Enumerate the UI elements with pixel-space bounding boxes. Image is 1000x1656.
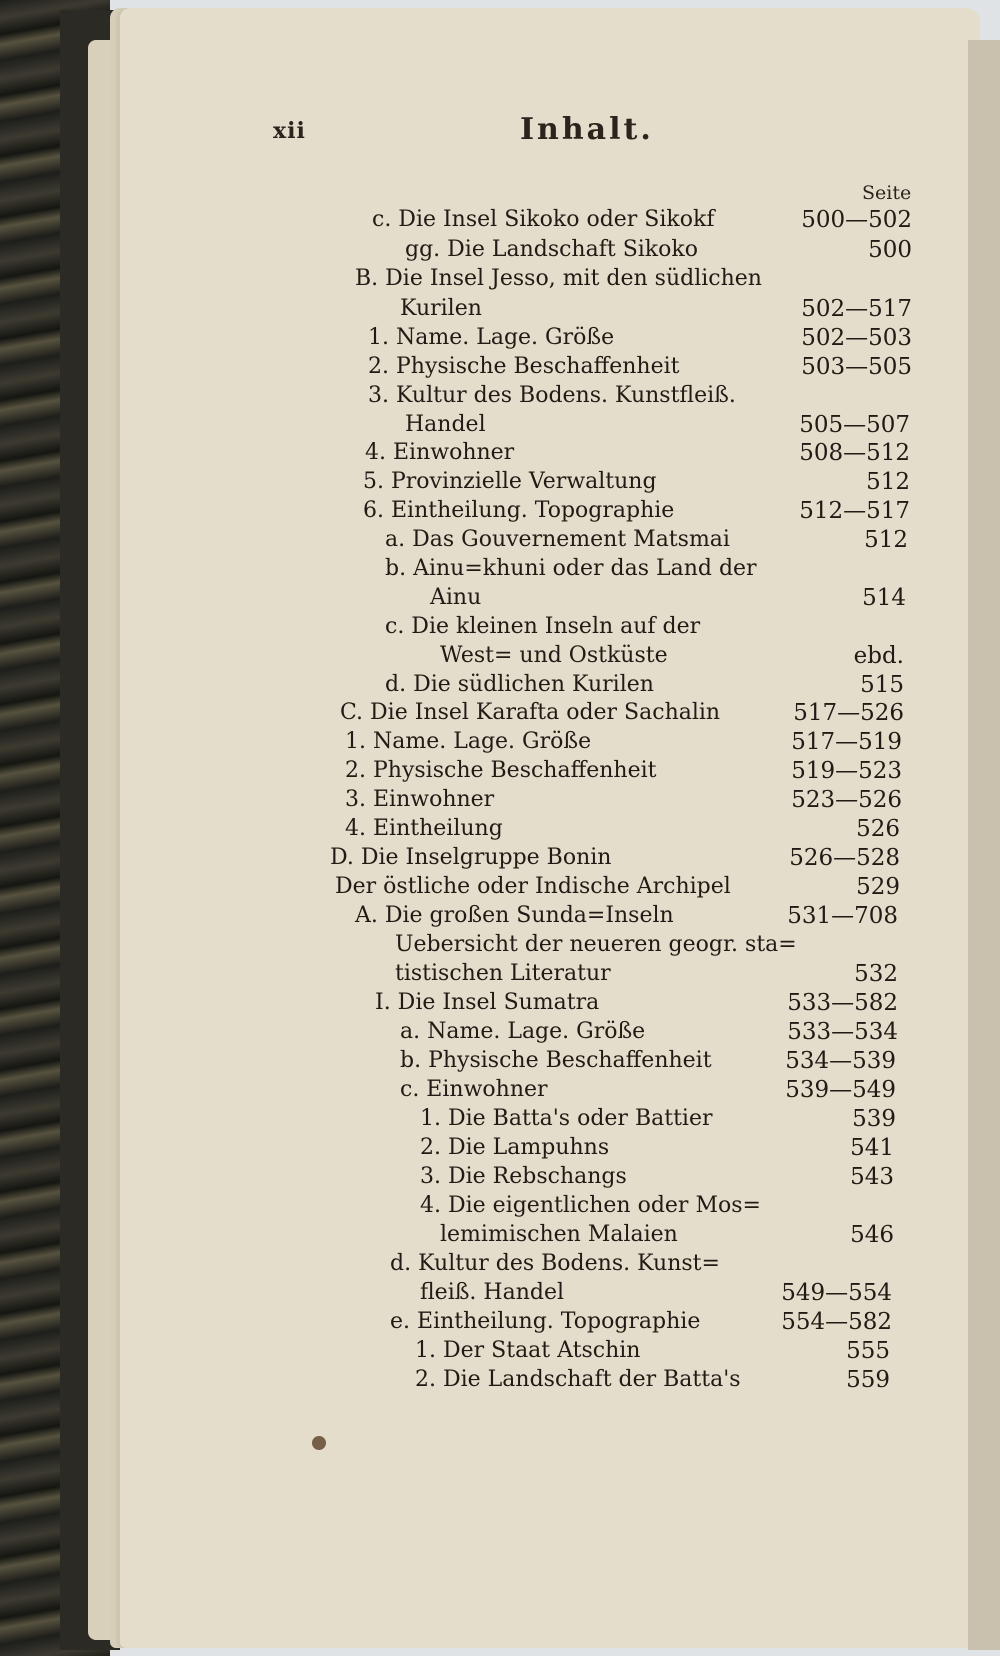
toc-entry-label: 2. Physische Beschaffenheit (345, 758, 657, 783)
toc-entry (0, 1046, 1000, 1076)
toc-entry-label: C. Die Insel Karafta oder Sachalin (340, 700, 721, 725)
toc-entry (0, 583, 1000, 613)
toc-entry (0, 352, 1000, 382)
toc-entry-label: b. Physische Beschaffenheit (400, 1048, 712, 1073)
toc-entry (0, 785, 1000, 815)
toc-entry (0, 756, 1000, 786)
toc-entry (0, 1336, 1000, 1366)
toc-entry-page: 502—503 (801, 325, 912, 351)
toc-entry (0, 1017, 1000, 1047)
toc-entry-page: 523—526 (791, 787, 902, 813)
toc-entry-label: 4. Die eigentlichen oder Mos= (420, 1193, 761, 1218)
toc-entry-label: b. Ainu=khuni oder das Land der (385, 556, 757, 581)
toc-entry-label: Handel (405, 412, 486, 437)
toc-entry-label: 4. Eintheilung (345, 816, 503, 841)
toc-entry-label: lemimischen Malaien (440, 1222, 678, 1247)
toc-entry (0, 1191, 1000, 1221)
toc-entry-label: e. Eintheilung. Topographie (390, 1309, 701, 1334)
toc-entry (0, 264, 1000, 294)
toc-entry-label: d. Die südlichen Kurilen (385, 672, 654, 697)
toc-entry-page: 500 (868, 237, 912, 263)
toc-entry-page: 526—528 (789, 845, 900, 871)
toc-entry-page: 533—582 (787, 990, 898, 1016)
toc-entry (0, 438, 1000, 468)
toc-entry-label: 1. Die Batta's oder Battier (420, 1106, 713, 1131)
toc-entry-label: A. Die großen Sunda=Inseln (355, 903, 674, 928)
toc-entry-label: d. Kultur des Bodens. Kunst= (390, 1251, 720, 1276)
toc-entry (0, 496, 1000, 526)
toc-entry-label: 4. Einwohner (365, 440, 515, 465)
toc-entry (0, 235, 1000, 265)
toc-entry-label: D. Die Inselgruppe Bonin (330, 845, 612, 870)
toc-entry-label: c. Einwohner (400, 1077, 548, 1102)
toc-entry-page: 534—539 (785, 1048, 896, 1074)
toc-entry (0, 872, 1000, 902)
toc-entry-label: c. Die kleinen Inseln auf der (385, 614, 701, 639)
toc-entry (0, 901, 1000, 931)
column-label-seite: Seite (862, 182, 912, 204)
toc-entry (0, 467, 1000, 497)
toc-entry (0, 323, 1000, 353)
toc-entry-page: 505—507 (799, 412, 910, 438)
toc-entry (0, 410, 1000, 440)
toc-entry-page: 546 (850, 1222, 894, 1248)
toc-entry-label: a. Das Gouvernement Matsmai (385, 527, 730, 552)
toc-entry-label: a. Name. Lage. Größe (400, 1019, 646, 1044)
toc-entry (0, 930, 1000, 960)
toc-entry-label: 3. Die Rebschangs (420, 1164, 627, 1189)
toc-entry (0, 1075, 1000, 1105)
toc-entry-page: 500—502 (801, 207, 912, 233)
toc-entry-page: 532 (854, 961, 898, 987)
toc-entry-page: 512—517 (799, 498, 910, 524)
toc-entry-label: 5. Provinzielle Verwaltung (363, 469, 657, 494)
toc-entry-label: tistischen Literatur (395, 961, 611, 986)
toc-entry-page: 554—582 (781, 1309, 892, 1335)
toc-entry-label: Uebersicht der neueren geogr. sta= (395, 932, 797, 957)
toc-entry-label: I. Die Insel Sumatra (375, 990, 600, 1015)
toc-entry-label: gg. Die Landschaft Sikoko (405, 237, 698, 262)
toc-entry (0, 1365, 1000, 1395)
toc-entry (0, 814, 1000, 844)
toc-entry-label: 1. Name. Lage. Größe (345, 729, 592, 754)
toc-entry (0, 843, 1000, 873)
toc-entry (0, 612, 1000, 642)
toc-entry-page: 549—554 (781, 1280, 892, 1306)
toc-entry-label: c. Die Insel Sikoko oder Sikokf (372, 207, 715, 232)
toc-entry-label: Kurilen (400, 296, 482, 321)
toc-entry-page: 517—526 (793, 700, 904, 726)
toc-entry-page: 512 (866, 469, 910, 495)
toc-entry-label: Der östliche oder Indische Archipel (335, 874, 731, 899)
toc-entry-page: 543 (850, 1164, 894, 1190)
toc-entry-label: 3. Einwohner (345, 787, 495, 812)
toc-entry-page: 555 (846, 1338, 890, 1364)
toc-entry-page: 526 (856, 816, 900, 842)
toc-entry-label: 6. Eintheilung. Topographie (363, 498, 675, 523)
toc-entry (0, 1249, 1000, 1279)
toc-entry (0, 988, 1000, 1018)
toc-entry (0, 381, 1000, 411)
toc-entry-page: 533—534 (787, 1019, 898, 1045)
toc-entry (0, 294, 1000, 324)
toc-entry (0, 727, 1000, 757)
toc-entry (0, 1133, 1000, 1163)
toc-entry-page: 529 (856, 874, 900, 900)
toc-entry-label: 3. Kultur des Bodens. Kunstfleiß. (368, 383, 736, 408)
toc-entry-label: Ainu (430, 585, 482, 610)
toc-entry-page: 531—708 (787, 903, 898, 929)
toc-entry-page: 559 (846, 1367, 890, 1393)
toc-entry-label: West= und Ostküste (440, 643, 668, 668)
toc-entry-label: fleiß. Handel (420, 1280, 565, 1305)
toc-entry (0, 1307, 1000, 1337)
toc-entry-page: 508—512 (799, 440, 910, 466)
toc-entry-page: 519—523 (791, 758, 902, 784)
toc-entry (0, 525, 1000, 555)
toc-entry-page: 512 (864, 527, 908, 553)
page-title: Inhalt. (520, 112, 654, 147)
toc-entry (0, 670, 1000, 700)
toc-entry-label: 2. Physische Beschaffenheit (368, 354, 680, 379)
toc-entry-label: B. Die Insel Jesso, mit den südlichen (355, 266, 762, 291)
ink-stain (312, 1436, 326, 1450)
toc-entry-page: 539—549 (785, 1077, 896, 1103)
toc-entry-page: 517—519 (791, 729, 902, 755)
toc-entry (0, 1278, 1000, 1308)
toc-entry-label: 2. Die Landschaft der Batta's (415, 1367, 741, 1392)
page-number: xii (273, 118, 306, 144)
toc-entry (0, 959, 1000, 989)
toc-entry-page: 515 (860, 672, 904, 698)
toc-entry (0, 1104, 1000, 1134)
toc-entry-label: 1. Der Staat Atschin (415, 1338, 641, 1363)
toc-entry (0, 1220, 1000, 1250)
toc-entry-page: 539 (852, 1106, 896, 1132)
toc-entry (0, 641, 1000, 671)
toc-entry-page: 502—517 (801, 296, 912, 322)
toc-entry (0, 698, 1000, 728)
toc-entry-label: 2. Die Lampuhns (420, 1135, 610, 1160)
toc-entry-label: 1. Name. Lage. Größe (368, 325, 615, 350)
toc-entry-page: 514 (862, 585, 906, 611)
toc-entry (0, 1162, 1000, 1192)
toc-entry-page: ebd. (853, 643, 904, 669)
toc-entry-page: 503—505 (801, 354, 912, 380)
toc-entry (0, 205, 1000, 235)
toc-entry-page: 541 (850, 1135, 894, 1161)
toc-entry (0, 554, 1000, 584)
